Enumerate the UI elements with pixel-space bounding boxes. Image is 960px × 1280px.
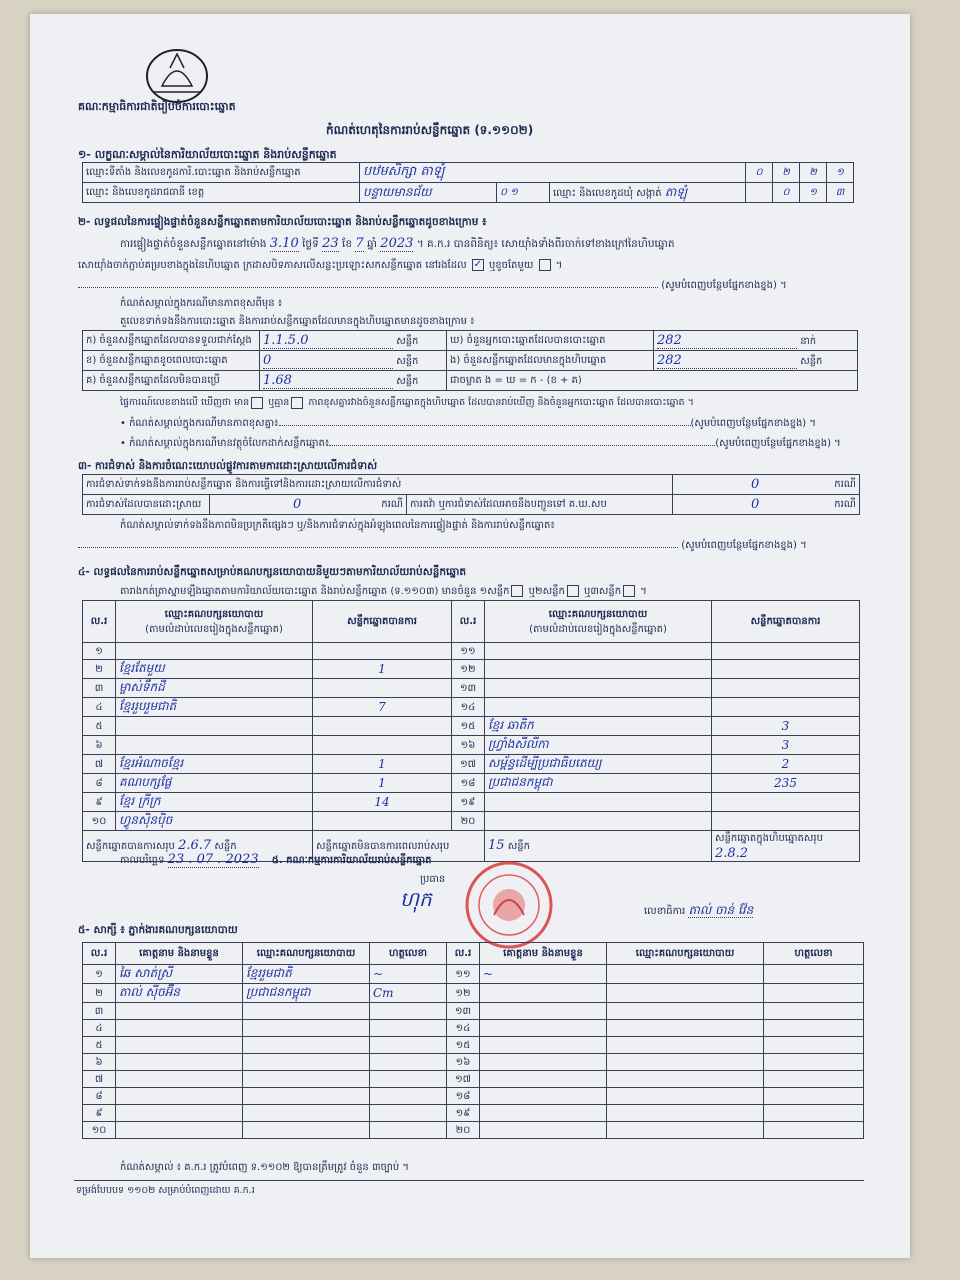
- votes-cell: 1: [313, 660, 452, 679]
- witness-party-cell: [243, 1071, 370, 1088]
- section-2-title: ២- លទ្ធផលនៃការផ្ទៀងផ្ទាត់ចំនួនសន្លឹកឆ្នោតតាមការិយាល័យបោះឆ្នោត និងរាប់សន្លឹកឆ្នោតដូចខាងក្រោម ៖: [78, 216, 487, 228]
- row-number: ៩: [83, 793, 116, 812]
- witness-party-cell: [607, 1020, 764, 1037]
- votes-cell: [313, 736, 452, 755]
- chair-signature: ហុក: [400, 887, 432, 911]
- party-cell: ប្រជាជនកម្ពុជា: [485, 774, 712, 793]
- witness-name-cell: [480, 1003, 607, 1020]
- witness-party-cell: [243, 1003, 370, 1020]
- emblem-icon: [142, 46, 212, 106]
- table-row: [83, 774, 860, 793]
- row-number: ១៥: [452, 717, 485, 736]
- votes-cell: [313, 643, 452, 660]
- witness-party-cell: [607, 1088, 764, 1105]
- witness-sign-cell: [764, 1122, 864, 1139]
- station-table: ឈ្មោះទីតាំង និងលេខកូដការិ.បោះឆ្នោត និងរាប់សន្លឹកឆ្នោត បឋមសិក្សា តាឡុំ ០ ២ ២ ១ ឈ្មោះ និងលេខកូដរាជធានី ខេត្ត បន្ទាយមានជ័យ ០ ១ ឈ្មោះ និងលេខកូដឃុំ សង្កាត់ តាឡុំ ០ ១ ៣: [82, 162, 854, 203]
- witness-name-cell: [116, 1020, 243, 1037]
- witness-name-cell: ឆៃ សាត់ស្រី: [116, 965, 243, 984]
- votes-cell: 3: [712, 717, 860, 736]
- witness-sign-cell: [370, 1003, 447, 1020]
- total-in-box: 2.8.2: [715, 846, 749, 861]
- witness-name-cell: [116, 1105, 243, 1122]
- table-row: [83, 643, 860, 660]
- row-number: ១២: [452, 660, 485, 679]
- row-number: ១៣: [452, 679, 485, 698]
- witness-name-cell: [480, 1122, 607, 1139]
- witness-sign-cell: [370, 1105, 447, 1122]
- votes-cell: 1: [313, 755, 452, 774]
- witness-name-cell: [116, 1037, 243, 1054]
- party-cell: ហ្វូនស៊ិនប៉ិច: [116, 812, 313, 831]
- table-row: [83, 755, 860, 774]
- row-number: ១០: [83, 812, 116, 831]
- row-number: ២: [83, 660, 116, 679]
- table-row: [83, 1105, 864, 1122]
- witness-no-cell: ៧: [83, 1071, 116, 1088]
- witness-sign-cell: [370, 1122, 447, 1139]
- party-cell: ខ្មែរ ឆាតិក: [485, 717, 712, 736]
- party-cell: ខ្មែរអំណាចខ្មែរ: [116, 755, 313, 774]
- witness-sign-cell: [764, 1105, 864, 1122]
- witness-party-cell: [243, 1054, 370, 1071]
- party-cell: [485, 660, 712, 679]
- party-cell: [116, 643, 313, 660]
- witness-name-cell: [116, 1071, 243, 1088]
- org-name: គណៈកម្មាធិការជាតិរៀបចំការបោះឆ្នោត: [78, 100, 236, 113]
- witness-no-cell: ១៨: [447, 1088, 480, 1105]
- witness-sign-cell: [764, 984, 864, 1003]
- witness-no-cell: ៩: [83, 1105, 116, 1122]
- row-number: ១៩: [452, 793, 485, 812]
- party-cell: [485, 679, 712, 698]
- witness-no-cell: ៨: [83, 1088, 116, 1105]
- station-name: បឋមសិក្សា តាឡុំ: [360, 163, 746, 183]
- checkbox-intact: ✓: [473, 259, 482, 270]
- witness-name-cell: [480, 1071, 607, 1088]
- witness-party-cell: [607, 1105, 764, 1122]
- witness-no-cell: ១២: [447, 984, 480, 1003]
- witness-sign-cell: [370, 1071, 447, 1088]
- witness-sign-cell: Cm: [370, 984, 447, 1003]
- row-number: ៧: [83, 755, 116, 774]
- province-name: បន្ទាយមានជ័យ: [360, 183, 497, 203]
- witness-table: ល.រ គោត្តនាម និងនាមខ្លួន ឈ្មោះគណបក្សនយោបាយ ហត្ថលេខា ល.រ គោត្តនាម និងនាមខ្លួន ឈ្មោះគណបក្សនយោបាយ ហត្ថលេខា ១ ឆៃ សាត់ស្រី ខ្មែររួមជាតិ ~ ១១ ~ ២ តាល់ ស៊ីចអ៊ីន ប្រជាជនកម្ពុជា Cm ១២ ៣ ១៣ ៤ ១៤ ៥ ១៥ ៦ ១៦ ៧ ១៧ ៨ ១៨ ៩ ១៩ ១០ ២០: [82, 942, 864, 1139]
- votes-cell: [712, 643, 860, 660]
- table-row: [83, 812, 860, 831]
- party-cell: ហ្វ្រាំងសីលីកា: [485, 736, 712, 755]
- party-cell: សម្ព័ន្ធដើម្បីប្រជាធិបតេយ្យ: [485, 755, 712, 774]
- result-date: 23 . 07 . 2023: [167, 852, 259, 867]
- witness-party-cell: [607, 1003, 764, 1020]
- votes-cell: [712, 660, 860, 679]
- witness-no-cell: ៣: [83, 1003, 116, 1020]
- witness-name-cell: [116, 1122, 243, 1139]
- witness-sign-cell: [370, 1020, 447, 1037]
- witness-no-cell: ១០: [83, 1122, 116, 1139]
- witness-party-cell: [607, 1037, 764, 1054]
- witness-name-cell: ~: [480, 965, 607, 984]
- results-table: ល.រ ឈ្មោះគណបក្សនយោបាយ (តាមលំដាប់លេខរៀងក្នុងសន្លឹកឆ្នោត) សន្លឹកឆ្នោតបានការ ល.រ ឈ្មោះគណបក្សនយោបាយ (តាមលំដាប់លេខរៀងក្នុងសន្លឹកឆ្នោត) សន្លឹកឆ្នោតបានការ ១ ១១ ២ ខ្មែរតែមួយ 1 ១២ ៣ ម្ចាស់ទឹកដី ១៣ ៤ ខ្មែររួបរួមជាតិ 7 ១៤ ៥ ១៥ ខ្មែរ ឆាតិក 3 ៦ ១៦ ហ្វ្រាំងសីលីកា 3 ៧ ខ្មែរអំណាចខ្មែរ 1 ១៧ សម្ព័ន្ធដើម្បីប្រជាធិបតេយ្យ 2 ៨ គណបក្សផ្លែ 1 ១៨ ប្រជាជនកម្ពុជា 235 ៩ ខ្មែរ ក្រីក្រ 14 ១៩ ១០ ហ្វូនស៊ិនប៉ិច ២០ សន្លឹកឆ្នោតបានការសរុប 2.6.7 សន្លឹក សន្លឹកឆ្នោតមិនបានការពេលរាប់សរុប 15 សន្លឹក សន្លឹកឆ្នោតក្នុងហិបឆ្នោតសរុប 2.8.2: [82, 600, 860, 862]
- official-seal-icon: [464, 860, 554, 950]
- party-cell: ខ្មែរតែមួយ: [116, 660, 313, 679]
- witness-sign-cell: [370, 1088, 447, 1105]
- footer-text: ទម្រង់បែបបទ ១១០២ សម្រាប់បំពេញដោយ គ.ក.រ: [76, 1185, 255, 1196]
- witness-no-cell: ៤: [83, 1020, 116, 1037]
- table-row: [83, 984, 864, 1003]
- witness-party-cell: [243, 1037, 370, 1054]
- objections-table: ការជំទាស់ទាក់ទងនឹងការរាប់សន្លឹកឆ្នោត និងការធ្វើទៅនិងការដោះស្រាយលើការជំទាស់ 0 ករណី ការជំទាស់ដែលបានដោះស្រាយ 0 ករណី ការតវ៉ា ឬការជំទាស់ដែលអាចនឹងបញ្ជូនទៅ គ.ឃ.សប 0 ករណី: [82, 474, 860, 515]
- votes-cell: [712, 793, 860, 812]
- ballots-received: 1.1.5.0: [263, 333, 393, 349]
- witness-sign-cell: ~: [370, 965, 447, 984]
- witness-note: កំណត់សម្គាល់ ៖ គ.ក.រ ត្រូវបំពេញ ទ.១១០២ ឱ្យបានត្រឹមត្រូវ ចំនួន ៣ច្បាប់ ។: [120, 1162, 409, 1173]
- votes-cell: 235: [712, 774, 860, 793]
- ballot-count-table: ក) ចំនួនសន្លឹកឆ្នោតដែលបានទទួលជាក់ស្តែង 1.1.5.0 សន្លឹក ឃ) ចំនួនអ្នកបោះឆ្នោតដែលបានបោះឆ្នោត 282 នាក់ ខ) ចំនួនសន្លឹកឆ្នោតខូចពេលបោះឆ្នោត 0 សន្លឹក ង) ចំនួនសន្លឹកឆ្នោតដែលមានក្នុងហិបឆ្នោត 282 សន្លឹក គ) ចំនួនសន្លឹកឆ្នោតដែលមិនបានប្រើ 1.68 សន្លឹក ជាចម្លាត ង = ឃ = ក - (ខ + គ): [82, 330, 858, 391]
- party-cell: ខ្មែររួបរួមជាតិ: [116, 698, 313, 717]
- ballots-in-box: 282: [657, 353, 797, 369]
- witness-party-cell: [607, 1071, 764, 1088]
- total-valid: 2.6.7: [178, 838, 212, 853]
- row-number: ៤: [83, 698, 116, 717]
- table-row: [83, 793, 860, 812]
- witness-no-cell: ១៦: [447, 1054, 480, 1071]
- table-row: [83, 1071, 864, 1088]
- row-number: ២០: [452, 812, 485, 831]
- table-row: [83, 679, 860, 698]
- witness-name-cell: [116, 1054, 243, 1071]
- votes-cell: 2: [712, 755, 860, 774]
- secretary-name: តាល់ ចាន់ វ៉ែន: [688, 903, 754, 917]
- witness-party-cell: [243, 1105, 370, 1122]
- witness-name-cell: [480, 984, 607, 1003]
- witness-sign-cell: [370, 1054, 447, 1071]
- witness-name-cell: [480, 1105, 607, 1122]
- party-cell: គណបក្សផ្លែ: [116, 774, 313, 793]
- witness-no-cell: ៥: [83, 1037, 116, 1054]
- party-cell: [485, 643, 712, 660]
- witness-name-cell: [480, 1088, 607, 1105]
- party-cell: [485, 698, 712, 717]
- votes-cell: 14: [313, 793, 452, 812]
- witness-name-cell: តាល់ ស៊ីចអ៊ីន: [116, 984, 243, 1003]
- witness-no-cell: ១: [83, 965, 116, 984]
- witness-party-cell: [607, 965, 764, 984]
- section-4-title: ៤- លទ្ធផលនៃការរាប់សន្លឹកឆ្នោតសម្រាប់គណបក្សនយោបាយនីមួយៗតាមការិយាល័យរាប់សន្លឹកឆ្នោត: [78, 566, 467, 578]
- ballots-spoiled: 0: [263, 353, 393, 369]
- witness-name-cell: [116, 1088, 243, 1105]
- votes-cell: 7: [313, 698, 452, 717]
- witness-party-cell: [243, 1122, 370, 1139]
- row-number: ១: [83, 643, 116, 660]
- witness-sign-cell: [764, 965, 864, 984]
- votes-cell: [712, 698, 860, 717]
- witness-sign-cell: [370, 1037, 447, 1054]
- witness-no-cell: ១៩: [447, 1105, 480, 1122]
- witness-sign-cell: [764, 1037, 864, 1054]
- votes-cell: [313, 812, 452, 831]
- witness-sign-cell: [764, 1003, 864, 1020]
- row-number: ១៧: [452, 755, 485, 774]
- party-cell: ខ្មែរ ក្រីក្រ: [116, 793, 313, 812]
- witness-party-cell: [243, 1088, 370, 1105]
- table-row: [83, 1037, 864, 1054]
- witness-sign-cell: [764, 1020, 864, 1037]
- votes-cell: [313, 679, 452, 698]
- witness-party-cell: [607, 1122, 764, 1139]
- row-number: ៣: [83, 679, 116, 698]
- table-row: [83, 1088, 864, 1105]
- witness-sign-cell: [764, 1054, 864, 1071]
- footer-divider: [74, 1180, 864, 1181]
- total-invalid: 15: [488, 838, 505, 853]
- time-value: 3.10: [269, 236, 299, 251]
- table-row: [83, 736, 860, 755]
- witness-name-cell: [480, 1054, 607, 1071]
- witness-no-cell: ១១: [447, 965, 480, 984]
- witness-name-cell: [480, 1037, 607, 1054]
- witness-no-cell: ១៧: [447, 1071, 480, 1088]
- party-cell: [116, 717, 313, 736]
- row-number: ១៤: [452, 698, 485, 717]
- row-number: ៨: [83, 774, 116, 793]
- row-number: ៥: [83, 717, 116, 736]
- row-number: ៦: [83, 736, 116, 755]
- table-row: [83, 698, 860, 717]
- checkbox-damaged: [539, 259, 551, 271]
- section-1-title: ១- លក្ខណៈសម្គាល់នៃការិយាល័យបោះឆ្នោត និងរាប់សន្លឹកឆ្នោត: [78, 148, 337, 161]
- witness-party-cell: ប្រជាជនកម្ពុជា: [243, 984, 370, 1003]
- witness-no-cell: ២០: [447, 1122, 480, 1139]
- votes-cell: [712, 812, 860, 831]
- table-row: [83, 1020, 864, 1037]
- votes-cell: [313, 717, 452, 736]
- party-cell: [485, 793, 712, 812]
- votes-cell: 1: [313, 774, 452, 793]
- ballots-unused: 1.68: [263, 373, 393, 389]
- party-cell: ម្ចាស់ទឹកដី: [116, 679, 313, 698]
- row-number: ១១: [452, 643, 485, 660]
- party-cell: [485, 812, 712, 831]
- witness-sign-cell: [764, 1088, 864, 1105]
- witness-party-cell: [607, 1054, 764, 1071]
- page-title: កំណត់ហេតុនៃការរាប់សន្លឹកឆ្នោត (ទ.១១០២): [326, 123, 534, 137]
- witness-sign-cell: [764, 1071, 864, 1088]
- table-row: [83, 1122, 864, 1139]
- witness-no-cell: ៦: [83, 1054, 116, 1071]
- table-row: [83, 1054, 864, 1071]
- chair-label: ប្រធាន: [420, 874, 446, 885]
- witness-name-cell: [480, 1020, 607, 1037]
- witness-no-cell: ១៥: [447, 1037, 480, 1054]
- form-sheet: គណៈកម្មាធិការជាតិរៀបចំការបោះឆ្នោត កំណត់ហេតុនៃការរាប់សន្លឹកឆ្នោត (ទ.១១០២) ១- លក្ខណៈសម្គាល់នៃការិយាល័យបោះឆ្នោត និងរាប់សន្លឹកឆ្នោត ឈ្មោះទីតាំង និងលេខកូដការិ.បោះឆ្នោត និងរាប់សន្លឹកឆ្នោត បឋមសិក្សា តាឡុំ ០ ២ ២ ១ ឈ្មោះ និងលេខកូដរាជធានី ខេត្ត បន្ទាយមានជ័យ ០ ១ ឈ្មោះ និងលេខកូដឃុំ សង្កាត់ តាឡុំ ០ ១ ៣ ២- លទ្ធផលនៃការផ្ទៀងផ្ទាត់ចំនួនសន្លឹកឆ្នោតតាមការិយាល័យបោះឆ្នោត និងរាប់សន្លឹកឆ្នោតដូចខាងក្រោម ៖ ការផ្ទៀងផ្ទាត់ចំនួនសន្លឹកឆ្នោតនៅម៉ោង 3.10 ថ្ងៃទី 23 ខែ 7 ឆ្នាំ 2023 ។ គ.ក.រ បានពិនិត្យ៖ សោយ៉ាំងទាំងពីរចាក់ទៅខាងក្រៅនៃហិបឆ្នោត សោយ៉ាំងចាក់ភ្ជាប់គម្របខាងក្នុងនៃហិបឆ្នោត ក្រដាសបិទភាសលើសន្លះប្រឡោះសកសន្លឹកឆ្នោត នៅរងដែល ✓ ឬខូចតែមួយ ។ (សូមបំពេញបន្ថែមផ្នែកខាងខ្នង) ។ កំណត់សម្គាល់ក្នុងករណីមានភាពខុសពីមុន ៖ តួលេខទាក់ទងនឹងការបោះឆ្នោត និងការរាប់សន្លឹកឆ្នោតដែលមានក្នុងហិបឆ្នោតមានដូចខាងក្រោម ៖ ក) ចំនួនសន្លឹកឆ្នោតដែលបានទទួលជាក់ស្តែង 1.1.5.0 សន្លឹក ឃ) ចំនួនអ្នកបោះឆ្នោតដែលបានបោះឆ្នោត 282 នាក់ ខ) ចំនួនសន្លឹកឆ្នោតខូចពេលបោះឆ្នោត 0 សន្លឹក ង) ចំនួនសន្លឹកឆ្នោតដែលមានក្នុងហិបឆ្នោត 282 សន្លឹក គ) ចំនួនសន្លឹកឆ្នោតដែលមិនបានប្រើ 1.68 សន្លឹក ជាចម្លាត ង = ឃ = ក - (ខ + គ) ផ្ទៃការណ៍លេខខាងលើ ឃើញថា មាន ឬគ្មាន ភាពខុសគ្នារវាងចំនួនសន្លឹកឆ្នោតក្នុងហិបឆ្នោត ដែលបានរាប់ឃើញ និងចំនួនអ្នកបោះឆ្នោត ដែលបានបោះឆ្នោត ។ • កំណត់សម្គាល់ក្នុងករណីមានភាពខុសគ្នា៖ (សូមបំពេញបន្ថែមផ្នែកខាងខ្នង) ។ • កំណត់សម្គាល់ក្នុងករណីមានវត្ថុចំលែកដាក់សន្លឹកឆ្នោត៖ (សូមបំពេញបន្ថែមផ្នែកខាងខ្នង) ។ ៣- ការជំទាស់ និងការចំណេះយោបល់ផ្លូវការតាមការដោះស្រាយលើការជំទាស់ ការជំទាស់ទាក់ទងនឹងការរាប់សន្លឹកឆ្នោត និងការធ្វើទៅនិងការដោះស្រាយលើការជំទាស់ 0 ករណី ការជំទាស់ដែលបានដោះស្រាយ 0 ករណី ការតវ៉ា ឬការជំទាស់ដែលអាចនឹងបញ្ជូនទៅ គ.ឃ.សប 0 ករណី កំណត់សម្គាល់ទាក់ទងនឹងភាពមិនប្រក្រតីផ្សេងៗ ឬ/និងការជំទាស់ក្នុងអំឡុងពេលនៃការផ្ទៀងផ្ទាត់ និងការរាប់សន្លឹកឆ្នោត៖ (សូមបំពេញបន្ថែមផ្នែកខាងខ្នង) ។ ៤- លទ្ធផលនៃការរាប់សន្លឹកឆ្នោតសម្រាប់គណបក្សនយោបាយនីមួយៗតាមការិយាល័យរាប់សន្លឹកឆ្នោត តារាងកត់ត្រាស្នាមឡឹងឆ្នោតតាមការិយាល័យបោះឆ្នោត និងរាប់សន្លឹកឆ្នោត (ទ.១១០៣) មានចំនួន ១សន្លឹក ឬ២សន្លឹក ឬ៣សន្លឹក ។ ល.រ ឈ្មោះគណបក្សនយោបាយ (តាមលំដាប់លេខរៀងក្នុងសន្លឹកឆ្នោត) សន្លឹកឆ្នោតបានការ ល.រ ឈ្មោះគណបក្សនយោបាយ (តាមលំដាប់លេខរៀងក្នុងសន្លឹកឆ្នោត) សន្លឹកឆ្នោតបានការ ១ ១១ ២ ខ្មែរតែមួយ 1 ១២ ៣ ម្ចាស់ទឹកដី ១៣ ៤ ខ្មែររួបរួមជាតិ 7 ១៤ ៥ ១៥ ខ្មែរ ឆាតិក 3 ៦ ១៦ ហ្វ្រាំងសីលីកា 3 ៧ ខ្មែរអំណាចខ្មែរ 1 ១៧ សម្ព័ន្ធដើម្បីប្រជាធិបតេយ្យ 2 ៨ គណបក្សផ្លែ 1 ១៨ ប្រជាជនកម្ពុជា 235 ៩ ខ្មែរ ក្រីក្រ 14 ១៩ ១០ ហ្វូនស៊ិនប៉ិច ២០ សន្លឹកឆ្នោតបានការសរុប 2.6.7 សន្លឹក សន្លឹកឆ្នោតមិនបានការពេលរាប់សរុប 15 សន្លឹក សន្លឹកឆ្នោតក្នុងហិបឆ្នោតសរុប 2.8.2 កាលបរិច្ឆេទ 23 . 07 . 2023 ៥. គណៈកម្មការការិយាល័យរាប់សន្លឹកឆ្នោត ប្រធាន ហុក លេខាធិការ តាល់ ចាន់ វ៉ែន ៥- សាក្សី ៖ ភ្នាក់ងារគណបក្សនយោបាយ ល.រ គោត្តនាម និងនាមខ្លួន ឈ្មោះគណបក្សនយោបាយ ហត្ថលេខា ល.រ គោត្តនាម និងនាមខ្លួន ឈ្មោះគណបក្សនយោបាយ ហត្ថលេខា ១ ឆៃ សាត់ស្រី ខ្មែររួមជាតិ ~ ១១ ~ ២ តាល់ ស៊ីចអ៊ីន ប្រជាជនកម្ពុជា Cm ១២ ៣ ១៣ ៤ ១៤ ៥ ១៥ ៦ ១៦ ៧ ១៧ ៨ ១៨ ៩ ១៩ ១០ ២០ កំណត់សម្គាល់ ៖ គ.ក.រ ត្រូវបំពេញ ទ.១១០២ ឱ្យបានត្រឹមត្រូវ ចំនួន ៣ច្បាប់ ។ ទម្រង់បែបបទ ១១០២ សម្រាប់បំពេញដោយ គ.ក.រ: [30, 14, 910, 1258]
- voters-count: 282: [657, 333, 797, 349]
- table-row: [83, 1003, 864, 1020]
- table-row: [83, 965, 864, 984]
- section-3-title: ៣- ការជំទាស់ និងការចំណេះយោបល់ផ្លូវការតាមការដោះស្រាយលើការជំទាស់: [78, 460, 378, 472]
- votes-cell: 3: [712, 736, 860, 755]
- witness-no-cell: ១៤: [447, 1020, 480, 1037]
- witness-party-cell: ខ្មែររួមជាតិ: [243, 965, 370, 984]
- witness-name-cell: [116, 1003, 243, 1020]
- witness-no-cell: ២: [83, 984, 116, 1003]
- section-5-title: ៥- សាក្សី ៖ ភ្នាក់ងារគណបក្សនយោបាយ: [78, 924, 238, 936]
- row-number: ១៦: [452, 736, 485, 755]
- witness-no-cell: ១៣: [447, 1003, 480, 1020]
- witness-party-cell: [607, 984, 764, 1003]
- table-row: [83, 660, 860, 679]
- row-number: ១៨: [452, 774, 485, 793]
- votes-cell: [712, 679, 860, 698]
- party-cell: [116, 736, 313, 755]
- witness-party-cell: [243, 1020, 370, 1037]
- table-row: [83, 717, 860, 736]
